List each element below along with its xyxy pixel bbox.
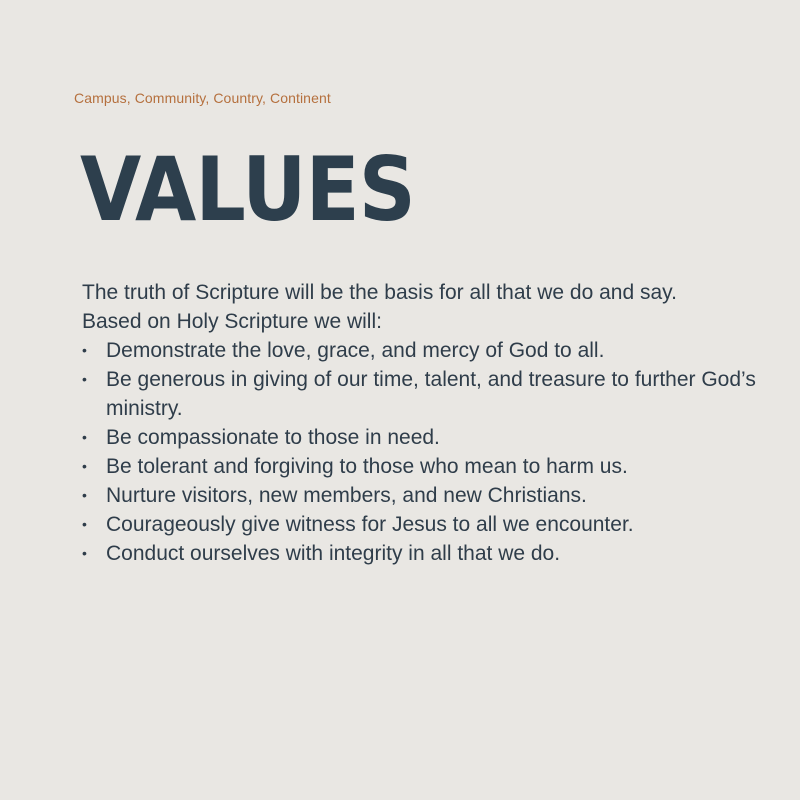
list-item: • Be compassionate to those in need. xyxy=(82,423,762,452)
values-body xyxy=(82,278,762,568)
values-list xyxy=(82,336,762,568)
list-item: • Courageously give witness for Jesus to all we encounter. xyxy=(82,510,762,539)
list-item: • Nurture visitors, new members, and new Christians. xyxy=(82,481,762,510)
intro-line-2: Based on Holy Scripture we will: xyxy=(82,310,382,333)
list-item: • Be tolerant and forgiving to those who mean to harm us. xyxy=(82,452,762,481)
list-item: • Demonstrate the love, grace, and mercy of God to all. xyxy=(82,336,762,365)
eyebrow-text: Campus, Community, Country, Continent xyxy=(74,90,331,106)
list-item: • Conduct ourselves with integrity in all that we do. xyxy=(82,539,762,568)
page-title: VALUES xyxy=(80,138,415,241)
list-item: • Be generous in giving of our time, talent, and treasure to further God’s ministry. xyxy=(82,365,762,423)
intro-line-1: The truth of Scripture will be the basis for all that we do and say. xyxy=(82,281,677,304)
